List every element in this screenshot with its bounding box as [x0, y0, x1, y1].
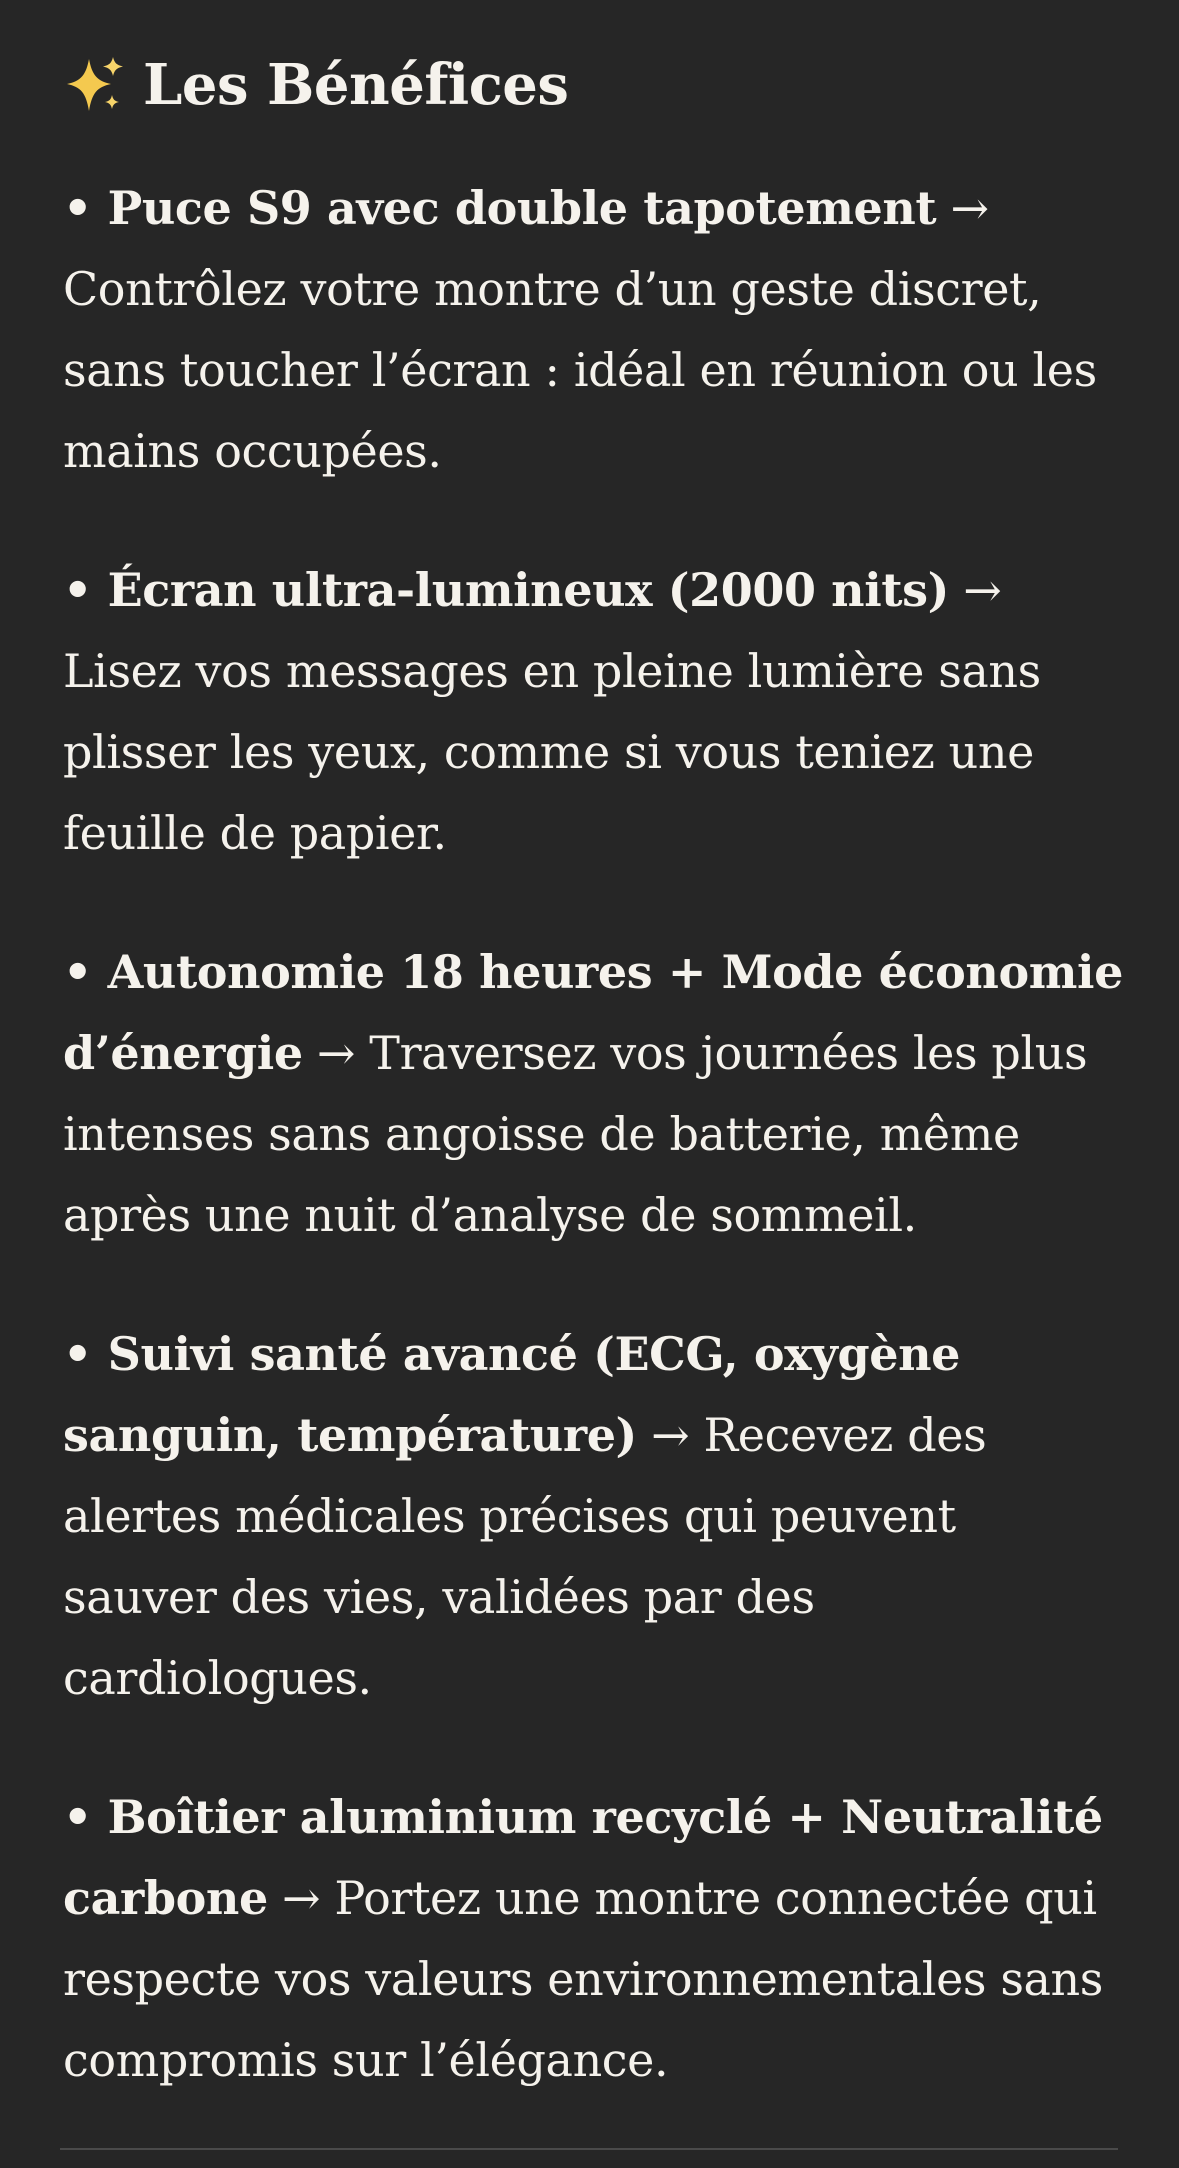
benefit-item [63, 1777, 1123, 2101]
section-title: Les Bénéfices [143, 52, 569, 118]
benefit-title-text: Suivi santé avancé (ECG, oxygène sanguin, température) [63, 1327, 961, 1462]
benefit-title-text: Autonomie 18 heures + Mode économie d’énergie [63, 945, 1123, 1080]
benefit-title [63, 181, 936, 235]
benefit-item [63, 932, 1123, 1256]
benefit-title-text: Puce S9 avec double tapotement [107, 181, 937, 235]
bullet: • [63, 1327, 108, 1381]
section-divider [60, 2148, 1118, 2150]
benefit-description: Traversez vos journées les plus intenses sans angoisse de batterie, même après une nuit d’analyse de sommeil. [63, 1026, 1088, 1242]
benefit-title-text: Boîtier aluminium recyclé + Neutralité carbone [63, 1790, 1103, 1925]
benefit-description: Portez une montre connectée qui respecte vos valeurs environnementales sans compromis sur l’élégance. [63, 1871, 1103, 2087]
benefit-title [63, 563, 949, 617]
sparkles-icon [63, 53, 127, 117]
benefits-section [63, 40, 1123, 2159]
arrow-separator: → [267, 1871, 335, 1925]
benefit-item [63, 1314, 1123, 1719]
benefit-item [63, 168, 1123, 492]
benefit-description: Contrôlez votre montre d’un geste discret, sans toucher l’écran : idéal en réunion ou les mains occupées. [63, 262, 1097, 478]
bullet: • [63, 181, 108, 235]
bullet: • [63, 1790, 108, 1844]
benefit-description: Recevez des alertes médicales précises qui peuvent sauver des vies, validées par des cardiologues. [63, 1408, 987, 1705]
arrow-separator: → [936, 181, 989, 235]
benefit-title-text: Écran ultra-lumineux (2000 nits) [107, 563, 949, 617]
bullet: • [63, 945, 108, 999]
arrow-separator: → [636, 1408, 704, 1462]
benefit-item [63, 550, 1123, 874]
bullet: • [63, 563, 108, 617]
arrow-separator: → [949, 563, 1002, 617]
benefit-description: Lisez vos messages en pleine lumière sans plisser les yeux, comme si vous teniez une feuille de papier. [63, 644, 1041, 860]
section-heading [63, 40, 1123, 130]
arrow-separator: → [302, 1026, 370, 1080]
